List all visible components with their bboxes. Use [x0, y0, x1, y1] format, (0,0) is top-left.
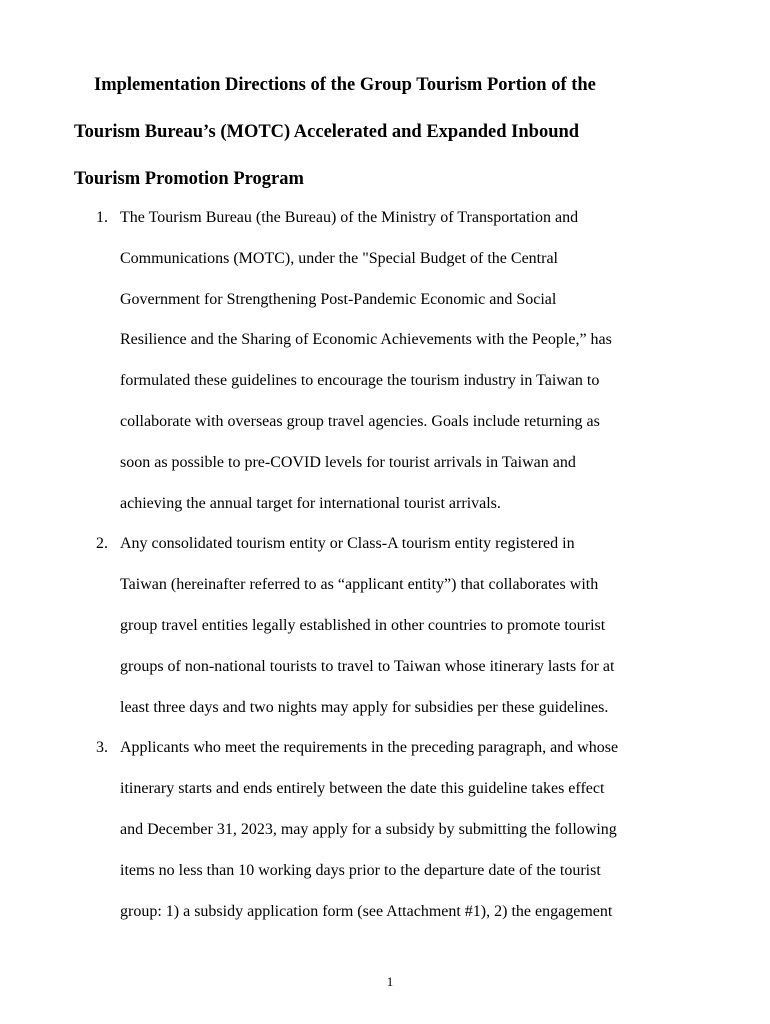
list-item-line: achieving the annual target for international tourist arrivals.	[120, 494, 501, 512]
list-item-line: items no less than 10 working days prior to the departure date of the tourist	[120, 861, 601, 879]
list-item-number: 1.	[96, 209, 108, 226]
page-number: 1	[386, 974, 394, 989]
list-item	[0, 198, 770, 524]
list-item-line: and December 31, 2023, may apply for a subsidy by submitting the following	[120, 820, 617, 838]
title-line: Tourism Bureau’s (MOTC) Accelerated and Expanded Inbound	[74, 122, 580, 142]
list-item-line: The Tourism Bureau (the Bureau) of the Ministry of Transportation and	[120, 209, 579, 226]
list-item-line: Government for Strengthening Post-Pandemic Economic and Social	[120, 290, 557, 308]
numbered-list	[0, 198, 770, 932]
list-item-line: least three days and two nights may apply for subsidies per these guidelines.	[120, 698, 609, 716]
list-item-line: Resilience and the Sharing of Economic Achievements with the People,” has	[120, 331, 612, 349]
list-item-line: itinerary starts and ends entirely between the date this guideline takes effect	[120, 780, 605, 798]
list-item-number: 2.	[96, 535, 108, 553]
list-item-line: collaborate with overseas group travel agencies. Goals include returning as	[120, 412, 600, 430]
list-item	[0, 524, 770, 728]
list-item-line: group: 1) a subsidy application form (see Attachment #1), 2) the engagement	[120, 902, 613, 920]
list-item-line: Any consolidated tourism entity or Class-A tourism entity registered in	[120, 535, 575, 553]
list-item-line: group travel entities legally established in other countries to promote tourist	[120, 616, 606, 634]
title-line: Tourism Promotion Program	[74, 169, 304, 189]
list-item-line: Communications (MOTC), under the "Special Budget of the Central	[120, 249, 558, 267]
list-item-line: groups of non-national tourists to travel to Taiwan whose itinerary lasts for at	[120, 657, 615, 675]
list-item-line: Applicants who meet the requirements in the preceding paragraph, and whose	[120, 739, 619, 757]
list-item-line: Taiwan (hereinafter referred to as “applicant entity”) that collaborates with	[120, 576, 599, 594]
list-item-line: formulated these guidelines to encourage the tourism industry in Taiwan to	[120, 372, 600, 390]
document-title	[74, 62, 694, 203]
title-line: Implementation Directions of the Group Tourism Portion of the	[94, 75, 596, 95]
list-item	[0, 728, 770, 932]
list-item-line: soon as possible to pre-COVID levels for tourist arrivals in Taiwan and	[120, 453, 576, 471]
list-item-number: 3.	[96, 739, 108, 757]
